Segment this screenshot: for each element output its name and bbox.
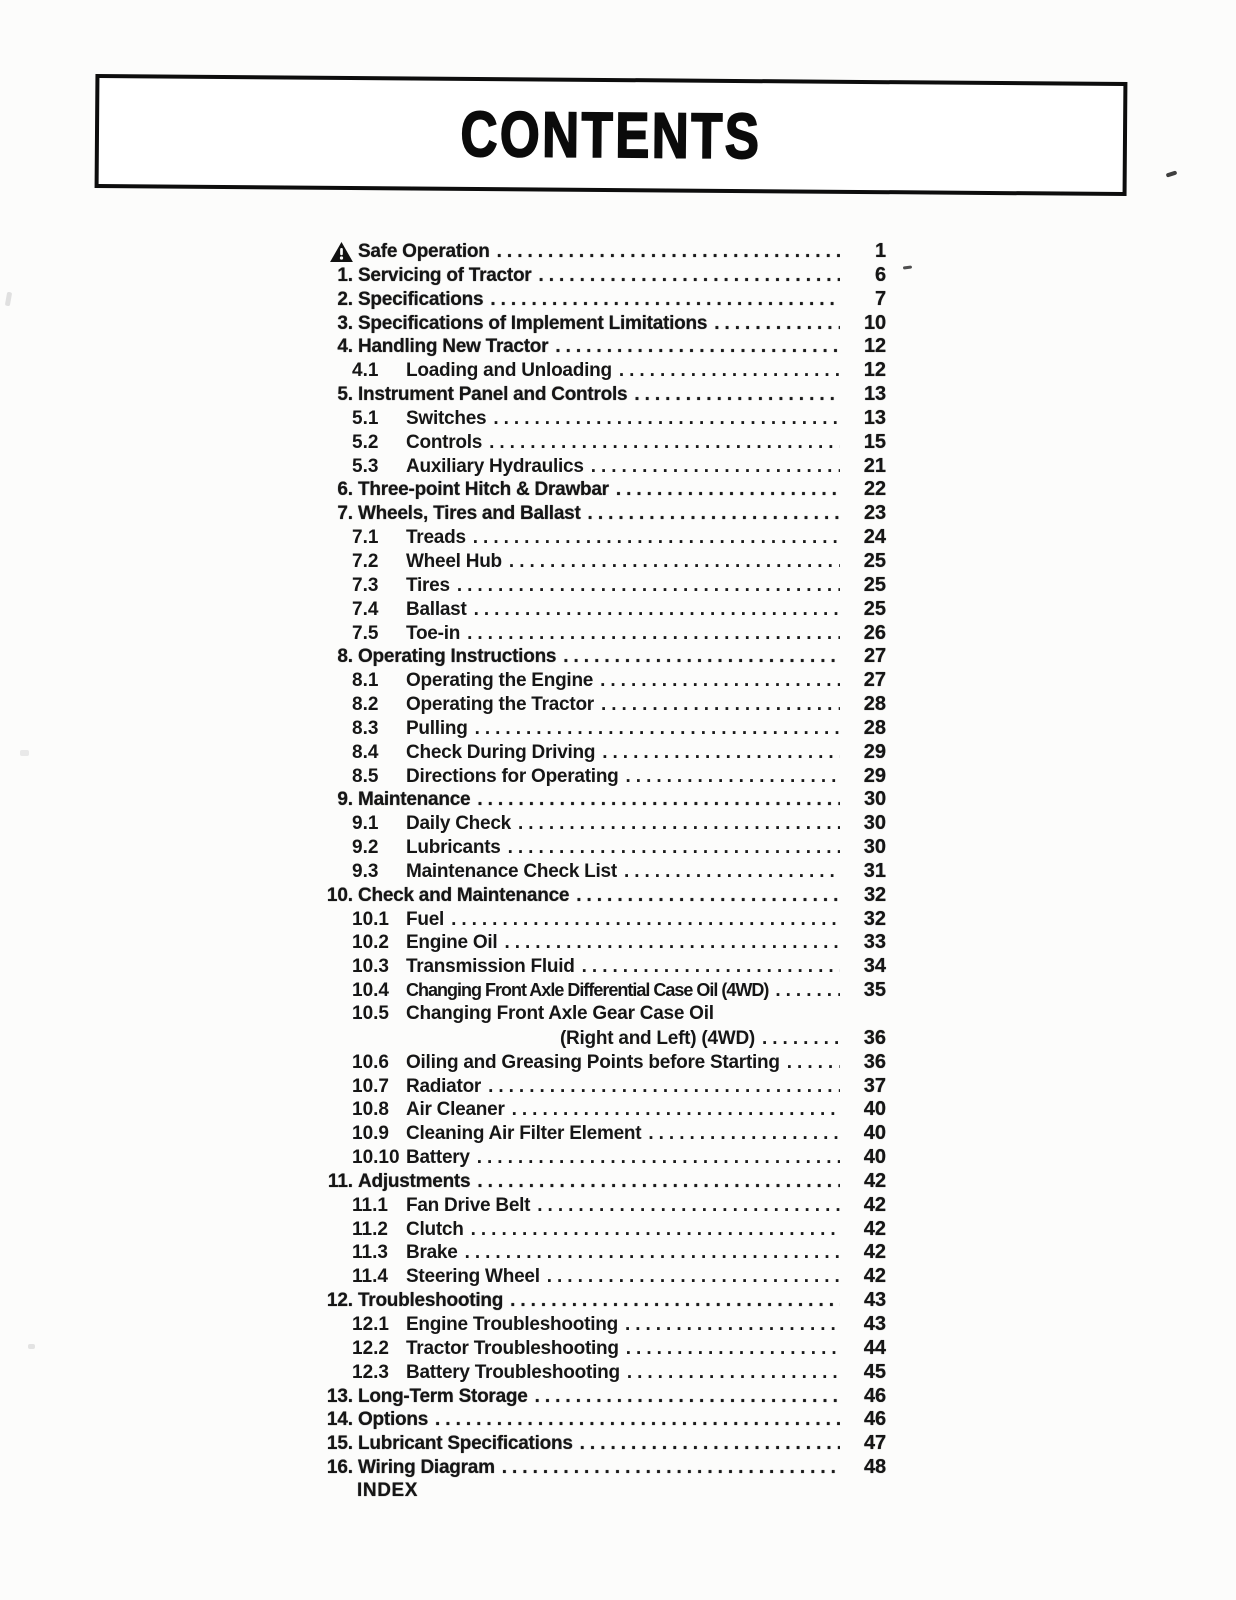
toc-row	[320, 383, 886, 407]
dot-leader	[470, 789, 840, 811]
dot-leader	[620, 1362, 840, 1384]
section-number: 5.2	[352, 431, 379, 453]
section-title: Fuel	[406, 908, 445, 930]
toc-row	[320, 1027, 886, 1051]
toc-row	[320, 264, 886, 288]
page-number: 40	[863, 1098, 886, 1121]
dot-leader	[528, 1386, 840, 1408]
page-number: 27	[863, 645, 886, 668]
page-number: 25	[863, 549, 886, 572]
section-number: 11.3	[352, 1242, 388, 1264]
dot-leader	[548, 336, 840, 358]
page-number: 42	[863, 1169, 886, 1192]
toc-row	[320, 1241, 886, 1265]
section-title: Changing Front Axle Gear Case Oil	[406, 1003, 714, 1024]
dot-leader	[464, 1219, 840, 1241]
section-title: INDEX	[357, 1479, 419, 1501]
page-number: 21	[863, 454, 886, 477]
toc-row	[320, 312, 886, 336]
dot-leader	[470, 1147, 840, 1169]
section-title: Maintenance	[358, 789, 471, 811]
section-title: Troubleshooting	[358, 1290, 504, 1312]
toc-row	[320, 955, 886, 979]
toc-row	[320, 931, 886, 955]
section-number: 4.	[337, 336, 353, 358]
section-title: Air Cleaner	[406, 1099, 505, 1121]
dot-leader	[467, 599, 840, 621]
page-number: 31	[863, 859, 886, 882]
toc-row	[320, 788, 886, 812]
dot-leader	[584, 456, 840, 478]
section-title: Treads	[406, 527, 466, 549]
toc-row	[320, 407, 886, 431]
toc-row	[320, 288, 886, 312]
toc-row	[320, 598, 886, 622]
section-title: Operating the Tractor	[406, 694, 594, 716]
section-number: 10.1	[352, 908, 389, 930]
section-number: 8.3	[352, 717, 379, 739]
dot-leader	[768, 980, 840, 1002]
section-number: 8.5	[352, 765, 379, 787]
toc-row	[320, 526, 886, 550]
page-number: 22	[863, 478, 886, 501]
section-number: 12.	[326, 1290, 353, 1312]
toc-row	[320, 741, 886, 765]
section-title: Lubricant Specifications	[358, 1433, 573, 1455]
toc-row	[320, 335, 886, 359]
section-number: 2.	[337, 288, 353, 310]
section-number: 5.1	[352, 407, 379, 429]
section-number: 9.1	[352, 813, 379, 835]
dot-leader	[460, 623, 840, 645]
section-title: Tractor Troubleshooting	[406, 1337, 619, 1359]
section-title: Fan Drive Belt	[406, 1194, 531, 1216]
scan-speck	[28, 1344, 35, 1349]
section-number: 7.	[337, 503, 353, 525]
page-number: 12	[863, 335, 886, 358]
page-number: 35	[863, 979, 886, 1002]
dot-leader	[594, 694, 840, 716]
dot-leader	[618, 1314, 840, 1336]
section-title: (Right and Left) (4WD)	[559, 1027, 755, 1049]
dot-leader	[619, 766, 840, 788]
dot-leader	[556, 646, 840, 668]
dot-leader	[707, 313, 840, 335]
page-number: 42	[863, 1265, 886, 1288]
dot-leader	[444, 909, 840, 931]
page-number: 40	[863, 1146, 886, 1169]
section-title: Operating the Engine	[406, 670, 594, 692]
dot-leader	[483, 289, 840, 311]
section-title: Check and Maintenance	[358, 884, 570, 906]
dot-leader	[470, 1171, 840, 1193]
section-number: 8.4	[352, 741, 379, 763]
section-title: Clutch	[406, 1218, 464, 1240]
section-title: Safe Operation	[358, 241, 490, 262]
toc-row	[320, 478, 886, 502]
toc-row	[320, 240, 886, 264]
dot-leader	[627, 384, 840, 406]
section-number: 11.1	[352, 1194, 388, 1216]
section-title: Specifications of Implement Limitations	[358, 312, 708, 334]
dot-leader	[531, 265, 840, 287]
section-number: 8.	[337, 646, 353, 668]
section-number: 13.	[326, 1385, 353, 1407]
toc-row	[320, 1075, 886, 1099]
page-number: 28	[863, 693, 886, 716]
section-title: Three-point Hitch & Drawbar	[358, 479, 609, 501]
dot-leader	[495, 1457, 840, 1479]
toc-row	[320, 1480, 886, 1504]
toc-row	[320, 812, 886, 836]
page-number: 26	[863, 621, 886, 644]
toc-row	[320, 1289, 886, 1313]
toc-row	[320, 550, 886, 574]
dot-leader	[468, 718, 840, 740]
section-title: Battery	[406, 1147, 470, 1169]
dot-leader	[482, 432, 840, 454]
dot-leader	[612, 360, 840, 382]
section-number: 9.3	[352, 860, 379, 882]
section-title: Maintenance Check List	[406, 860, 617, 882]
page-number: 45	[863, 1360, 886, 1383]
dot-leader	[540, 1266, 840, 1288]
section-number: 3.	[337, 312, 353, 334]
toc-row	[320, 359, 886, 383]
warning-triangle-icon	[320, 242, 353, 262]
section-title: Battery Troubleshooting	[406, 1361, 620, 1383]
section-number: 10.3	[352, 956, 389, 978]
section-title: Pulling	[406, 717, 468, 739]
toc-row	[320, 860, 886, 884]
toc-row	[320, 693, 886, 717]
page-number: 6	[874, 263, 886, 286]
toc-row	[320, 574, 886, 598]
section-number: 9.2	[352, 837, 379, 859]
page-number: 37	[863, 1074, 886, 1097]
toc-row	[320, 455, 886, 479]
page-number: 27	[863, 669, 886, 692]
dot-leader	[755, 1028, 840, 1050]
section-title: Steering Wheel	[406, 1266, 540, 1288]
section-number: 11.	[327, 1170, 353, 1192]
dot-leader	[641, 1123, 840, 1145]
dot-leader	[481, 1076, 840, 1098]
section-title: Wiring Diagram	[358, 1457, 495, 1479]
section-title: Oiling and Greasing Points before Starting	[406, 1051, 780, 1073]
toc-row	[320, 1432, 886, 1456]
page-number: 23	[863, 502, 886, 525]
page-number: 36	[863, 1026, 886, 1049]
dot-leader	[511, 813, 840, 835]
toc-row	[320, 1408, 886, 1432]
section-title: Directions for Operating	[406, 765, 619, 787]
toc-row	[320, 884, 886, 908]
section-title: Servicing of Tractor	[358, 264, 532, 286]
section-title: Switches	[406, 407, 487, 429]
page-number: 12	[863, 359, 886, 382]
section-number: 11.2	[352, 1218, 388, 1240]
page-number: 33	[863, 931, 886, 954]
page-number: 32	[863, 883, 886, 906]
section-title: Cleaning Air Filter Element	[406, 1123, 642, 1145]
page-number: 29	[863, 764, 886, 787]
section-title: Radiator	[406, 1075, 482, 1097]
dot-leader	[503, 1290, 840, 1312]
dot-leader	[581, 503, 840, 525]
dot-leader	[458, 1242, 840, 1264]
toc-row	[320, 1456, 886, 1480]
dot-leader	[466, 527, 840, 549]
section-number: 10.5	[352, 1003, 389, 1024]
toc-row	[320, 1122, 886, 1146]
toc-row	[320, 645, 886, 669]
scan-speck	[903, 265, 912, 269]
page-number: 40	[863, 1122, 886, 1145]
section-title: Long-Term Storage	[358, 1385, 528, 1407]
section-number: 7.3	[352, 574, 379, 596]
page-number: 30	[863, 836, 886, 859]
dot-leader	[575, 956, 840, 978]
dot-leader	[450, 575, 840, 597]
page-number: 30	[863, 812, 886, 835]
section-number: 5.	[337, 384, 353, 406]
scan-speck	[1166, 170, 1178, 177]
toc-row	[320, 1361, 886, 1385]
dot-leader	[780, 1052, 840, 1074]
toc-row	[320, 1003, 886, 1027]
dot-leader	[505, 1099, 840, 1121]
page-number: 30	[863, 788, 886, 811]
section-number: 7.2	[352, 550, 379, 572]
page-number: 42	[863, 1241, 886, 1264]
section-number: 10.8	[352, 1099, 389, 1121]
page-number: 7	[874, 287, 886, 310]
section-number: 7.4	[352, 598, 379, 620]
section-title: Wheel Hub	[406, 550, 502, 572]
page-number: 43	[863, 1289, 886, 1312]
dot-leader	[497, 932, 840, 954]
page-number: 15	[863, 430, 886, 453]
page-number: 46	[863, 1408, 886, 1431]
page-number: 44	[863, 1336, 886, 1359]
section-number: 10.4	[352, 980, 389, 1002]
toc-row	[320, 1337, 886, 1361]
section-number: 5.3	[352, 455, 379, 477]
page-number: 28	[863, 716, 886, 739]
toc-row	[320, 669, 886, 693]
section-number: 8.2	[352, 694, 379, 716]
section-title: Wheels, Tires and Ballast	[358, 503, 581, 525]
toc-row	[320, 622, 886, 646]
section-number: 10.7	[352, 1075, 389, 1097]
section-title: Ballast	[406, 598, 467, 620]
dot-leader	[530, 1195, 840, 1217]
page-number: 25	[863, 597, 886, 620]
dot-leader	[501, 837, 840, 859]
toc-row	[320, 502, 886, 526]
dot-leader	[502, 551, 840, 573]
toc-row	[320, 1218, 886, 1242]
toc-row	[320, 431, 886, 455]
page-number: 13	[863, 383, 886, 406]
section-number: 4.1	[352, 360, 379, 382]
section-title: Instrument Panel and Controls	[358, 384, 628, 406]
section-title: Daily Check	[406, 813, 511, 835]
section-number: 9.	[337, 789, 353, 811]
toc-row	[320, 1051, 886, 1075]
toc-row	[320, 717, 886, 741]
section-title: Loading and Unloading	[406, 360, 612, 382]
page-number: 1	[874, 240, 886, 262]
section-number: 12.3	[352, 1361, 389, 1383]
page-number: 48	[863, 1456, 886, 1479]
dot-leader	[619, 1338, 840, 1360]
section-title: Transmission Fluid	[406, 956, 575, 978]
section-number: 10.10	[352, 1147, 400, 1169]
dot-leader	[428, 1409, 840, 1431]
section-title: Toe-in	[406, 622, 461, 644]
page-number: 32	[863, 907, 886, 930]
section-title: Specifications	[358, 288, 484, 310]
page-number: 29	[863, 740, 886, 763]
section-number: 10.9	[352, 1123, 389, 1145]
section-title: Brake	[406, 1242, 458, 1264]
section-title: Tires	[406, 574, 450, 596]
toc-row	[320, 1098, 886, 1122]
toc-row	[320, 1170, 886, 1194]
toc-row	[320, 836, 886, 860]
section-number: 10.6	[352, 1051, 389, 1073]
section-number: 1.	[337, 264, 353, 286]
section-number: 7.5	[352, 622, 379, 644]
section-title: Check During Driving	[406, 741, 596, 763]
page-number: 13	[863, 406, 886, 429]
dot-leader	[595, 742, 840, 764]
page-number: 42	[863, 1217, 886, 1240]
dot-leader	[573, 1433, 840, 1455]
section-number: 12.1	[352, 1313, 389, 1335]
section-title: Engine Troubleshooting	[406, 1313, 618, 1335]
page-number: 24	[863, 526, 886, 549]
dot-leader	[609, 479, 840, 501]
page-number: 36	[863, 1050, 886, 1073]
scan-speck	[20, 750, 29, 756]
dot-leader	[593, 670, 840, 692]
page-number: 25	[863, 573, 886, 596]
contents-title-box	[95, 74, 1128, 196]
page-number: 43	[863, 1312, 886, 1335]
section-title: Options	[358, 1409, 429, 1431]
section-title: Handling New Tractor	[358, 336, 549, 358]
page-number: 34	[863, 955, 886, 978]
toc-row	[320, 1194, 886, 1218]
page-number: 42	[863, 1193, 886, 1216]
table-of-contents	[320, 240, 886, 1504]
toc-row	[320, 765, 886, 789]
page-title: CONTENTS	[460, 97, 762, 173]
page-number: 47	[863, 1432, 886, 1455]
page-number: 10	[863, 311, 886, 334]
section-number: 14.	[326, 1409, 353, 1431]
section-title: Engine Oil	[406, 932, 498, 954]
toc-row	[320, 1385, 886, 1409]
toc-row	[320, 1265, 886, 1289]
section-title: Operating Instructions	[358, 646, 557, 668]
section-title: Auxiliary Hydraulics	[406, 455, 584, 477]
section-number: 16.	[326, 1457, 353, 1479]
toc-row	[320, 908, 886, 932]
toc-row	[320, 1313, 886, 1337]
section-number: 10.2	[352, 932, 389, 954]
page-number: 46	[863, 1384, 886, 1407]
section-number: 12.2	[352, 1337, 389, 1359]
toc-row	[320, 1146, 886, 1170]
section-title: Adjustments	[358, 1170, 471, 1192]
section-number: 11.4	[352, 1266, 388, 1288]
scan-speck	[5, 292, 12, 307]
section-number: 6.	[337, 479, 353, 501]
section-number: 15.	[326, 1433, 353, 1455]
section-number: 7.1	[352, 527, 379, 549]
toc-row	[320, 979, 886, 1003]
dot-leader	[569, 885, 840, 907]
dot-leader	[490, 241, 840, 263]
dot-leader	[486, 408, 840, 430]
section-title: Lubricants	[406, 837, 501, 859]
dot-leader	[617, 861, 840, 883]
section-number: 10.	[326, 884, 353, 906]
section-title: Changing Front Axle Differential Case Oil (4WD)	[406, 980, 769, 1001]
section-title: Controls	[406, 431, 483, 453]
section-number: 8.1	[352, 670, 379, 692]
